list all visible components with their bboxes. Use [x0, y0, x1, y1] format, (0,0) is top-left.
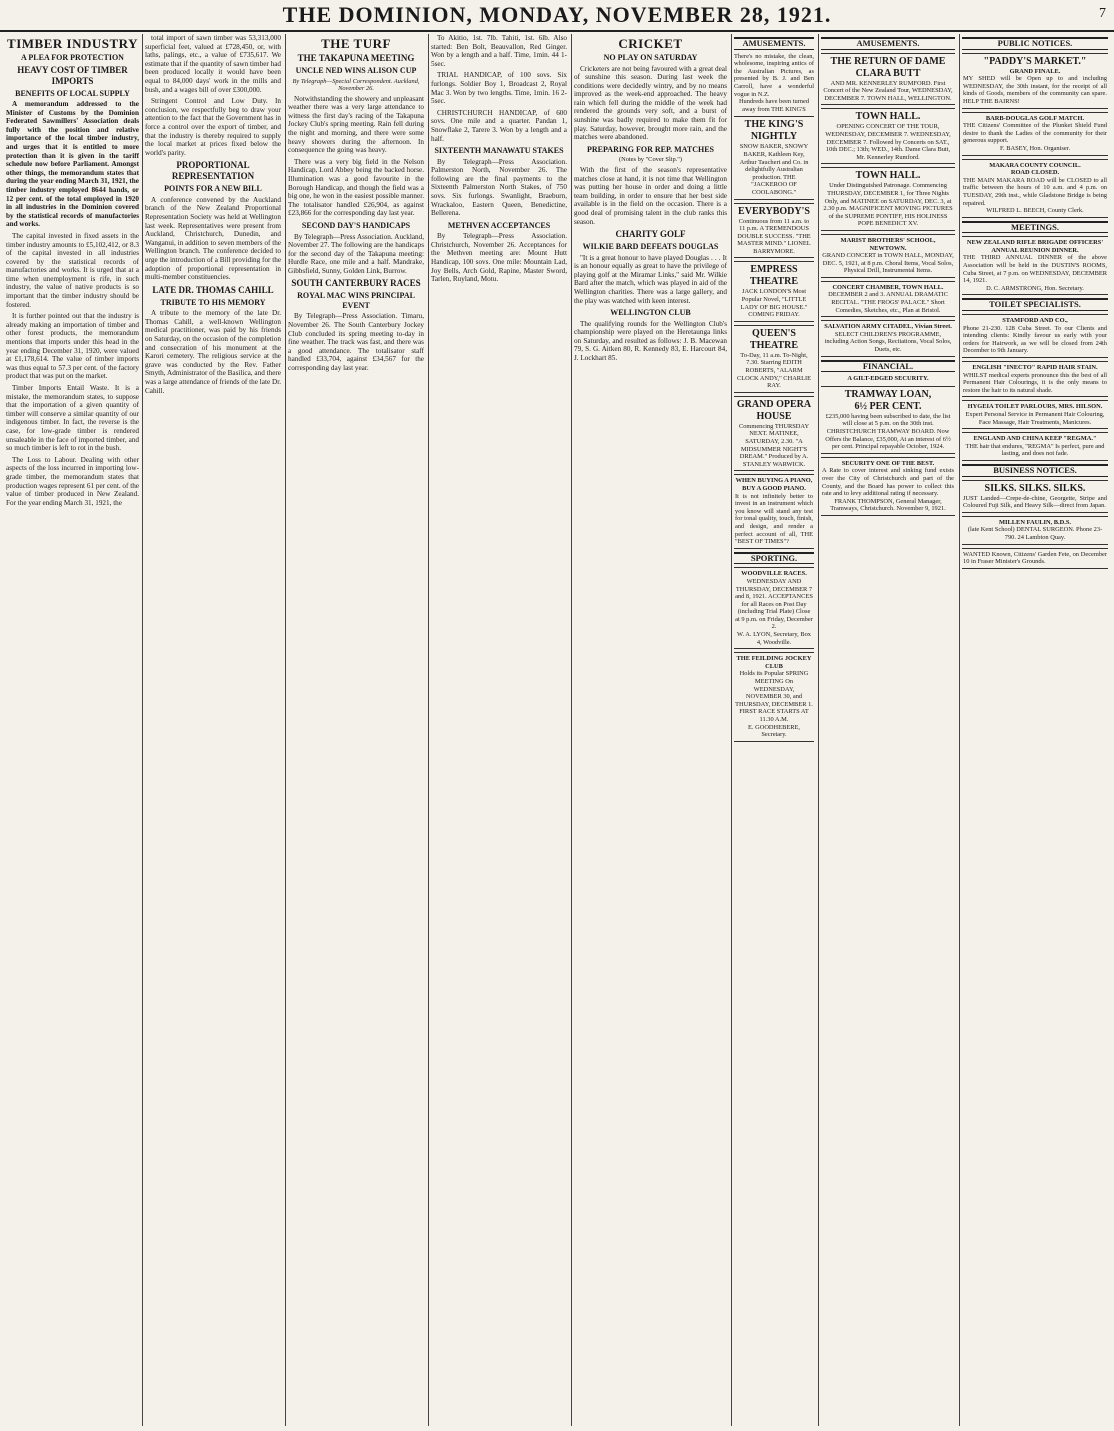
- ad-woodville-races: [734, 567, 814, 649]
- column-rule: [818, 34, 819, 1426]
- column-timber-industry: [6, 34, 139, 1426]
- ad-title: HYGEIA TOILET PARLOURS, MRS. HILSON.: [967, 403, 1103, 411]
- article-paragraph: It is further pointed out that the industry is already making an importation of timber and other forest products, the memorandum mentions that imports under this head in the year ending December 31, 1920, were valued at £1,178,614. The value of timber imports was thus equal to 57.3 per cent. of the factory product that was put on the market.: [6, 312, 139, 381]
- subheadline: NO PLAY ON SATURDAY: [603, 53, 698, 62]
- ad-body: THE THIRD ANNUAL DINNER of the above Association will be held in the DUSTIN'S ROOMS, Cuba Street, at 7 p.m. on WEDNESDAY, DECEMBER 14, 1921.: [963, 254, 1107, 285]
- ad-title: TRAMWAY LOAN,: [844, 388, 932, 400]
- column-rule: [571, 34, 572, 1426]
- ad-title: QUEEN'S THEATRE: [749, 327, 799, 351]
- article-paragraph: Cricketers are not being favoured with a great deal of sunshine this season. During last week the conditions were decidedly wintry, and by no means improved as the week-end approached. The heavy rain which fell during the middle of the week had rendered the grounds very soft, and a burst of sunshine was badly required to make them fit for play. Saturday, however, brought more rain, and the matches were abandoned.: [574, 64, 727, 142]
- ad-title: ENGLAND AND CHINA KEEP "REGMA.": [973, 435, 1097, 443]
- ad-kings: [734, 116, 814, 199]
- ad-body: DECEMBER 2 and 3. ANNUAL DRAMATIC RECITAL. "THE FROGS' PALACE." Short Comedies, Sketches, etc., Plan at Bristol.: [828, 291, 948, 314]
- ad-title: TOWN HALL.: [855, 170, 921, 182]
- ad-paddys-market: [962, 53, 1108, 109]
- ad-subtitle: ROAD CLOSED.: [1010, 169, 1060, 177]
- subheadline: HEAVY COST OF TIMBER IMPORTS: [17, 64, 128, 86]
- subheadline: UNCLE NED WINS ALISON CUP: [295, 66, 417, 75]
- column-rule: [959, 34, 960, 1426]
- ad-title: THE KING'S NIGHTLY: [744, 119, 804, 143]
- headline-timber-industry: TIMBER INDUSTRY: [7, 36, 138, 51]
- section-header: BUSINESS NOTICES.: [962, 464, 1108, 477]
- ad-title: MARIST BROTHERS' SCHOOL, NEWTOWN.: [840, 236, 936, 252]
- ad-body: To-Day, 11 a.m. To-Night, 7.30. Starring EDITH ROBERTS, "ALARM CLOCK ANDY," CHARLIE RAY.: [736, 351, 812, 390]
- subheadline: A GILT-EDGED SECURITY.: [847, 375, 929, 383]
- section-header: AMUSEMENTS.: [821, 37, 955, 50]
- ad-salvation-army: [821, 320, 955, 356]
- headline-the-turf: THE TURF: [321, 36, 391, 51]
- ad-silks: [962, 480, 1108, 513]
- column-cricket: [574, 34, 727, 1426]
- subheadline: BENEFITS OF LOCAL SUPPLY: [15, 88, 130, 98]
- ad-body: JACK LONDON'S Most Popular Novel, "LITTLE LADY OF BIG HOUSE." COMING FRIDAY.: [740, 288, 808, 319]
- ad-garden-fete: [962, 548, 1108, 569]
- column-race-results: [431, 34, 567, 1426]
- ad-signature: F. BASEY, Hon. Organiser.: [999, 144, 1071, 152]
- article-paragraph: "It is a great honour to have played Douglas . . . It is an honour equally as great to have the privilege of playing golf at the Miramar Links," said Mr. Wilkie Bard after the match, which was played in aid of the Wellington charities. There was a large gallery, and the play was watched with keen interest.: [574, 253, 727, 305]
- subheadline: METHVEN ACCEPTANCES: [447, 220, 551, 230]
- ad-rifle-brigade: [962, 236, 1108, 295]
- ad-concert-chamber: [821, 281, 955, 317]
- ad-title: ENGLISH "INECTO" RAPID HAIR STAIN.: [972, 364, 1098, 371]
- column-rule: [428, 34, 429, 1426]
- section-header: TOILET SPECIALISTS.: [962, 298, 1108, 311]
- ad-signature: W. A. LYON, Secretary, Box 4, Woodville.: [737, 631, 811, 646]
- ad-town-hall-concert: [821, 108, 955, 164]
- ad-body: WEDNESDAY AND THURSDAY, DECEMBER 7 and 8, 1921. ACCEPTANCES for all Races on Post Day (including Trial Plate) Close at 9 p.m. on Friday, December 2.: [735, 577, 813, 631]
- ad-body: JUST Landed—Crepe-de-chine, Georgette, Stripe and Coloured Fuji Silk, and Heavy Silk—direct from Japan.: [963, 494, 1107, 510]
- section-header: PUBLIC NOTICES.: [962, 37, 1108, 50]
- ad-town-hall-pictures: [821, 167, 955, 231]
- page-number: 7: [1099, 6, 1106, 21]
- ad-title: NEW ZEALAND RIFLE BRIGADE OFFICERS' ANNUAL REUNION DINNER.: [966, 239, 1104, 254]
- ad-title: WHEN BUYING A PIANO, BUY A GOOD PIANO.: [735, 477, 813, 492]
- article-paragraph: Notwithstanding the showery and unpleasant weather there was a very large attendance to witness the first day's racing of the Takapuna Jockey Club's spring meeting. Rain fell during the night and morning, and there were some heavy showers during the afternoon. In consequence the going was heavy.: [288, 94, 424, 155]
- article-paragraph: By Telegraph—Press Association. Palmerston North, November 26. The following are the final payments to the Sixteenth Palmerston North Stakes, of 750 sovs. Six furlongs. Swanlight, Braeburn, Wrackaloo, Eastern Queen, Benedictine, Bellerena.: [431, 157, 567, 218]
- ad-body: SELECT CHILDREN'S PROGRAMME, including Action Songs, Recitations, Vocal Solos, Duets, etc.: [824, 330, 952, 354]
- ad-body: AND MR. KENNERLEY RUMFORD. First Concert of the New Zealand Tour, WEDNESDAY, DECEMBER 7. TOWN HALL, WELLINGTON.: [823, 79, 953, 102]
- ad-body: THE Citizens' Committee of the Plunket Shield Fund desire to thank the Ladies of the community for their generous support.: [963, 122, 1107, 145]
- ad-piano: [734, 474, 814, 548]
- ad-stamford: [962, 314, 1108, 358]
- article-paragraph: There was a very big field in the Nelson Handicap, Lord Abbey being the backed horse. Illumination was a good favourite in the Borough Handicap, and though the field was a big one, he won in the easiest possible manner. The totalisator handled £26,904, as against £23,866 for the corresponding day last year.: [288, 157, 424, 218]
- ad-title: SECURITY ONE OF THE BEST.: [841, 459, 935, 467]
- ad-signature: FRANK THOMPSON, General Manager, Tramways, Christchurch. November 9, 1921.: [830, 497, 946, 513]
- ad-queens: [734, 325, 814, 393]
- subheadline: TRIBUTE TO HIS MEMORY: [160, 297, 266, 307]
- ad-dentist: [962, 516, 1108, 545]
- ad-tramway-loan: [821, 386, 955, 454]
- section-header: MEETINGS.: [962, 221, 1108, 234]
- ad-title: MILLEN FAULIN, B.D.S.: [999, 518, 1071, 526]
- ad-title: SALVATION ARMY CITADEL, Vivian Street.: [824, 323, 952, 331]
- ad-body: SNOW BAKER, SNOWY BAKER, Kathleen Key, Arthur Tauchert and Co. in delightfully Australian production. THE "JACKEROO OF COOLABONG.": [739, 143, 809, 196]
- byline: (Notes by "Cover Slip."): [618, 156, 683, 164]
- ad-body: (late Kent School) DENTAL SURGEON. Phone 23-790. 24 Lambton Quay.: [967, 526, 1103, 541]
- subheadline: ROYAL MAC WINS PRINCIPAL EVENT: [297, 291, 415, 310]
- section-header: FINANCIAL.: [821, 360, 955, 373]
- ad-subtitle: GRAND FINALE.: [1009, 67, 1061, 75]
- ad-body: THE hair that endures, "REGMA" Is perfect, pure and lasting, and does not fade.: [965, 442, 1105, 458]
- ad-body: THE MAIN MAKARA ROAD will be CLOSED to all traffic between the hours of 10 a.m. and 4 p.m. on TUESDAY, 29th inst., while Gladstone Bridge is being repaired.: [963, 176, 1107, 207]
- ad-title: THE FEILDING JOCKEY CLUB: [736, 655, 812, 670]
- ad-security: [821, 457, 955, 516]
- ad-title: WOODVILLE RACES.: [741, 570, 807, 578]
- ad-body: WHILST medical experts pronounce this the best of all Permanent Hair Colourings, it is the only means to restore the hair to its natural shade.: [963, 371, 1107, 394]
- ad-signature: E. GOODHEBERE, Secretary.: [747, 723, 800, 739]
- ad-title: CONCERT CHAMBER, TOWN HALL.: [832, 283, 944, 291]
- article-paragraph: TRIAL HANDICAP, of 100 sovs. Six furlongs. Soldier Boy 1, Broadcast 2, Royal Mac 3. Won by two lengths. Time, 1min. 16 2-5sec.: [431, 71, 567, 106]
- ad-empress: [734, 261, 814, 321]
- ad-title: BARB-DOUGLAS GOLF MATCH.: [985, 114, 1085, 122]
- ad-body: GRAND CONCERT in TOWN HALL, MONDAY, DEC. 5, 1921, at 8 p.m. Choral Items, Vocal Solos, Physical Drill, Instrumental Items.: [822, 252, 954, 275]
- byline: By Telegraph—Special Correspondent. Auckland, November 26.: [292, 77, 420, 93]
- subheadline: THE TAKAPUNA MEETING: [297, 53, 415, 63]
- section-header: SPORTING.: [734, 552, 814, 565]
- ad-hygeia: [962, 400, 1108, 429]
- ad-title: STAMFORD AND CO.,: [1002, 317, 1068, 325]
- ad-body: It is not infinitely better to invest in an instrument which you know will stand any test for tonal quality, touch, finish, and design, and render a perfect account of all, THE "BEST OF TIMES"?: [735, 492, 813, 546]
- ad-body: Expert Personal Service in Permanent Hair Colouring, Face Massage, Hair Treatments, Manicures.: [965, 410, 1105, 426]
- ad-title: MAKARA COUNTY COUNCIL.: [989, 161, 1081, 169]
- ad-body: OPENING CONCERT OF THE TOUR, WEDNESDAY, DECEMBER 7. WEDNESDAY, DECEMBER 7. Followed by Concerts on SAT., 10th DEC.; 13th; WED., 14th. Dame Clara Butt, Mr. Kennerley Rumford.: [825, 123, 951, 161]
- column-rule: [142, 34, 143, 1426]
- ad-body: Under Distinguished Patronage. Commencing THURSDAY, DECEMBER 1, for Three Nights Only, and MATINEE on SATURDAY, DEC. 3, at 2.30 p.m. MAGNIFICENT MOVING PICTURES of the SUPREME PONTIFF, HIS HOLINESS POPE BENEDICT XV.: [823, 182, 953, 228]
- subheadline: WILKIE BARD DEFEATS DOUGLAS: [582, 242, 719, 252]
- subheadline: POINTS FOR A NEW BILL: [164, 184, 262, 194]
- article-paragraph: The Loss to Labour. Dealing with other aspects of the loss incurred in importing low-grade timber, the memorandum states that production wages represent 61 per cent. of the value of timber produced in New Zealand. For the year ending March 31, 1921, the: [6, 455, 139, 507]
- ad-inecto: [962, 361, 1108, 397]
- ad-body: A Rate to cover interest and sinking fund exists over the City of Christchurch and part of the County, and the Board has power to collect this rate and to levy additional rating if necessary.: [822, 467, 954, 498]
- column-rule: [731, 34, 732, 1426]
- ad-feilding-jockey-club: [734, 652, 814, 742]
- article-paragraph: total import of sawn timber was 53,313,000 superficial feet, valued at £728,450, or, with laths, palings, etc., a value of £735,617. We estimate that if the quantity of sawn timber had been produced locally it would have been equal to 84,000 days' work in the mills and bush, and a wages bill of over £300,000.: [145, 34, 281, 94]
- article-paragraph: By Telegraph—Press Association. Auckland, November 27. The following are the handicaps for the second day of the Takapuna meeting: Hurdle Race, one mile and a half. Mandrake, Gibbsfield, Sunny, Golden Link, Burrow.: [288, 232, 424, 275]
- subheadline: A PLEA FOR PROTECTION: [21, 53, 124, 62]
- headline-cricket: CRICKET: [618, 36, 683, 51]
- ad-body: MY SHED will be Open up to and including WEDNESDAY, the 30th instant, for the receipt of all kinds of Goods, members of the community can spare. HELP THE BAIRNS!: [963, 75, 1107, 105]
- article-paragraph: To Akitio, 1st. 7lb. Tahiti, 1st. 6lb. Also started: Ben Bolt, Beauvallon, Red Ginger. Won by a length and a half. Time, 1min. 44 1-5sec.: [431, 34, 567, 68]
- column-amusements-2: [821, 34, 955, 1426]
- subheadline: WELLINGTON CLUB: [610, 308, 691, 318]
- column-public-notices: [962, 34, 1108, 1426]
- ad-body: £235,000 having been subscribed to date, the list will close at 5 p.m. on the 30th inst. CHRISTCHURCH TRAMWAY BOARD. Now Offers the Balance, £35,000, At an interest of 6½ per cent. Principal repayable October, 1924.: [825, 412, 951, 451]
- article-paragraph: By Telegraph—Press Association. Timaru, November 26. The South Canterbury Jockey Club concluded its spring meeting to-day in fine weather. The track was fast, and there was a good attendance. The totalisator staff handled £33,704, against £34,567 for the corresponding day last year.: [288, 312, 424, 373]
- article-paragraph: Timber Imports Entail Waste. It is a mistake, the memorandum states, to suppose that the importation of a given quantity of timber will conserve a similar quantity of our indigenous timber. In fact, the reverse is the case, for low-grade timber is rendered unsaleable in the face of imported timber, and so much timber is left to rot in the bush.: [6, 384, 139, 453]
- ad-grand-opera-house: [734, 396, 814, 472]
- column-news: [145, 34, 281, 1426]
- article-paragraph: CHRISTCHURCH HANDICAP, of 600 sovs. One mile and a quarter. Pandan 1, Snowflake 2, Tarere 3. Won by a length and a half.: [431, 108, 567, 143]
- ad-signature: WILFRED L. BEECH, County Clerk.: [986, 207, 1084, 215]
- article-paragraph: Stringent Control and Low Duty. In conclusion, we respectfully beg to draw your attention to the fact that the Government has in force a control over the export of timber, and that the industry is thereby required to supply the local market at prices fixed below the world's parity.: [145, 97, 281, 157]
- column-amusements-1: [734, 34, 814, 1426]
- ad-text: There's no mistake, the clean, wholesome, inspiring antics of the Australian Pictures, as presented by B. J. and Ben Carroll, have a wonderful vogue in N.Z.: [734, 52, 814, 98]
- subheadline: SECOND DAY'S HANDICAPS: [301, 221, 411, 230]
- headline-dr-cahill: LATE DR. THOMAS CAHILL: [152, 284, 274, 295]
- ad-body: Phone 21-230. 128 Cuba Street. To our Clients and intending clients: Kindly favour us early with your orders for Hairwork, as we will be closed from 24th December to 9th January.: [963, 324, 1107, 355]
- ad-title: SILKS. SILKS. SILKS.: [984, 482, 1086, 494]
- article-paragraph: A conference convened by the Auckland branch of the New Zealand Proportional Representation Society was held at Wellington last week. Representatives were present from Auckland, Christchurch, Dunedin, and Wanganui, in addition to seven members of the Wellington branch. The conference decided to urge the introduction of a Bill providing for the adoption of proportional representation in multi-member constituencies.: [145, 195, 281, 282]
- ad-body: Continuous from 11 a.m. to 11 p.m. A TREMENDOUS DOUBLE SUCCESS. "THE MASTER MIND." LIONEL BARRYMORE.: [737, 217, 811, 255]
- headline-proportional-representation: PROPORTIONAL REPRESENTATION: [171, 160, 255, 182]
- subheadline: PREPARING FOR REP. MATCHES: [587, 144, 714, 154]
- ad-rate: 6½ PER CENT.: [854, 400, 922, 412]
- article-paragraph: With the first of the season's representative matches close at hand, it is not time that Wellington was putting her house in order and doing a little team building, in order to ensure that her best side available is in the field on the occasion. There is a good deal of promising talent in the club ranks this season.: [574, 165, 727, 226]
- article-paragraph: By Telegraph—Press Association. Christchurch, November 26. Acceptances for the Methven meeting are: Mount Hutt Handicap, 100 sovs. One mile: Mountain Lad, Joy Bells, Arch Gold, Rapine, Master Sword, Tarlen, Ruyland, Motu.: [431, 232, 567, 284]
- subheadline: SIXTEENTH MANAWATU STAKES: [434, 146, 564, 156]
- ad-makara-council: [962, 159, 1108, 218]
- ad-golf-match: [962, 112, 1108, 156]
- ad-everybodys: [734, 203, 814, 259]
- ad-body: Commencing THURSDAY NEXT. MATINEE, SATURDAY, 2.30. "A MIDSUMMER NIGHT'S DREAM." Produced by A. STANLEY WARWICK.: [738, 422, 810, 468]
- masthead-title: THE DOMINION, MONDAY, NOVEMBER 28, 1921.: [282, 2, 832, 27]
- ad-title: THE RETURN OF DAME CLARA BUTT: [830, 55, 946, 79]
- ad-body: WANTED Known, Citizens' Garden Fete, on December 10 in Fraser Minister's Grounds.: [963, 550, 1107, 566]
- article-paragraph: The qualifying rounds for the Wellington Club's championship were played on the Heretaunga links on Saturday, and resulted as follows: J. B. Macewan 79, S. G. Aitken 80, R. Kennedy 83, E. Harcourt 84, J. Lockhart 85.: [574, 319, 727, 363]
- ad-title: TOWN HALL.: [855, 111, 921, 123]
- article-paragraph: A tribute to the memory of the late Dr. Thomas Cahill, a well-known Wellington medical practitioner, was paid by his friends on Saturday, on the occasion of the completion and consecration of his monument at the Karori cemetery. The religious service at the grave was conducted by the Rev. Father Smyth, Administrator of the Basilica, and there was a large attendance of friends of the late Dr. Cahill.: [145, 309, 281, 395]
- ad-body: Holds its Popular SPRING MEETING On WEDNESDAY, NOVEMBER 30, and THURSDAY, DECEMBER 1. FIRST RACE STARTS AT 11.30 A.M.: [735, 670, 813, 723]
- article-paragraph: A memorandum addressed to the Minister of Customs by the Dominion Federated Sawmillers' Association deals fully with the position and relative importance of the local timber industry, and urges that it is entitled to more protection than it is given in the tariff schedule now before Parliament. Amongst other things, the memorandum states that during the year ending March 31, 1921, the timber industry employed 8644 hands, or 12 per cent. of the total employed in 1920 in all industries in the Dominion covered by the statistical records of manufactories and works.: [6, 100, 139, 229]
- headline-south-canterbury: SOUTH CANTERBURY RACES: [291, 278, 421, 289]
- ad-regma: [962, 432, 1108, 461]
- column-turf: [288, 34, 424, 1426]
- ad-title: EVERYBODY'S: [738, 205, 810, 217]
- ad-marist-brothers: [821, 234, 955, 278]
- masthead: [0, 0, 1114, 32]
- ad-title: EMPRESS THEATRE: [749, 264, 799, 288]
- headline-charity-golf: CHARITY GOLF: [615, 229, 686, 240]
- article-paragraph: The capital invested in fixed assets in the timber industry amounts to £5,102,412, or 8.3 of the capital invested in all industries covered by the statistical records of manufactories and works. It is urged that at a time when unemployment is rife, in such industry, the value of native products is so important that the timber industry should be fostered.: [6, 231, 139, 309]
- ad-text: Hundreds have been turned away from THE KING'S: [738, 98, 810, 113]
- ad-title: GRAND OPERA HOUSE: [736, 398, 812, 422]
- ad-clara-butt: [821, 53, 955, 106]
- section-header: AMUSEMENTS.: [734, 37, 814, 50]
- column-rule: [285, 34, 286, 1426]
- ad-title: "PADDY'S MARKET.": [983, 55, 1087, 67]
- ad-signature: D. C. ARMSTRONG, Hon. Secretary.: [986, 284, 1084, 292]
